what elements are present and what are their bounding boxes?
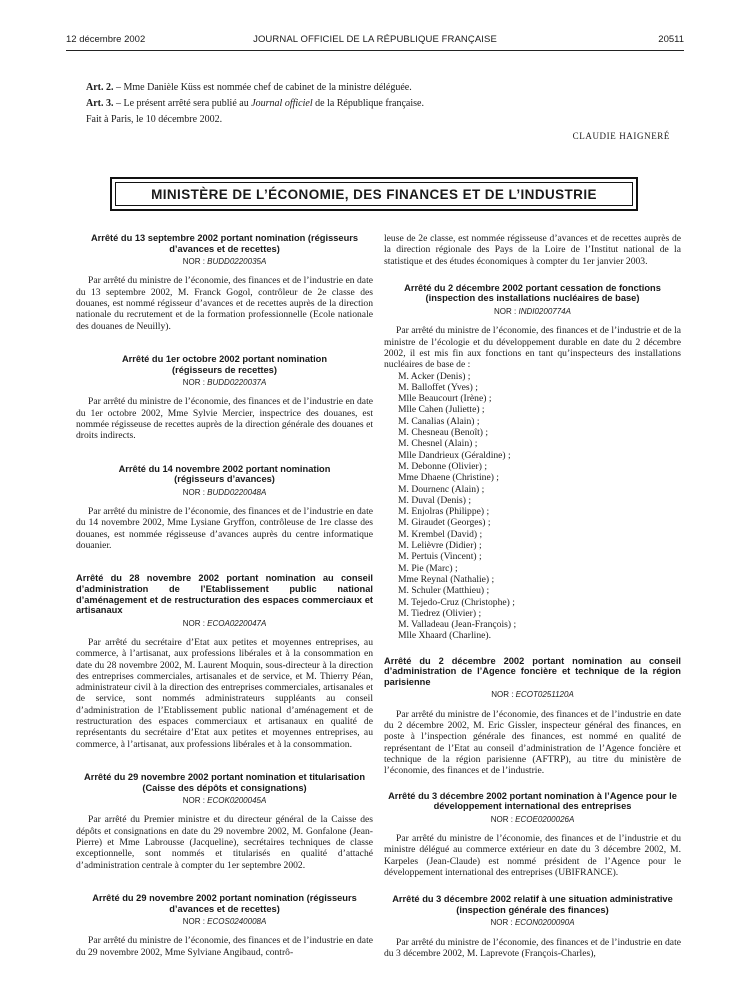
list-item: M. Tiedrez (Olivier) ;: [398, 607, 482, 619]
list-item: Mlle Cahen (Juliette) ;: [398, 404, 485, 416]
list-item: M. Debonne (Olivier) ;: [398, 460, 487, 472]
nor-reference: NOR : ECOT0251120A: [491, 690, 574, 700]
list-item: Mme Dhaene (Christine) ;: [398, 472, 499, 484]
previous-decree-end: [86, 80, 684, 144]
decree-title: Arrêté du 28 novembre 2002 portant nomination au conseil d’administration de l’Etablissement public national d’aménagement et de restructuration des espaces commerciaux et artisanaux: [76, 573, 373, 616]
page-header: [66, 34, 684, 48]
decree-body: Par arrêté du ministre de l’économie, des finances et de l’industrie et du ministre délégué au commerce extérieur en date du 3 décembre 2002, M. Karpeles (Jean-Claude) est nommé président de l’Agence pour le développement international des entreprises (UBIFRANCE).: [384, 833, 681, 878]
nor-reference: NOR : INDI0200774A: [494, 307, 571, 317]
decree-title: Arrêté du 3 décembre 2002 portant nomination à l’Agence pour le développement international des entreprises: [388, 790, 677, 812]
decree-body: Par arrêté du ministre de l’économie, des finances et de l’industrie en date du 29 novembre 2002, Mme Sylviane Angibaud, contrô-: [76, 935, 373, 958]
list-item: M. Lelièvre (Didier) ;: [398, 540, 482, 552]
list-item: M. Pertuis (Vincent) ;: [398, 551, 482, 563]
ministry-name: MINISTÈRE DE L’ÉCONOMIE, DES FINANCES ET DE L’INDUSTRIE: [151, 186, 597, 202]
list-item: Mme Reynal (Nathalie) ;: [398, 573, 495, 585]
list-item: M. Canalias (Alain) ;: [398, 415, 480, 427]
list-item: M. Schuler (Matthieu) ;: [398, 585, 490, 597]
decree-body: Par arrêté du ministre de l’économie, des finances et de l’industrie en date du 3 décembre 2002, M. Laprevote (François-Charles),: [384, 936, 681, 959]
decree-title: Arrêté du 2 décembre 2002 portant cessation de fonctions (inspection des installations nucléaires de base): [404, 282, 661, 304]
decree-body: Par arrêté du ministre de l’économie, des finances et de l’industrie en date du 2 décembre 2002, M. Eric Gissler, inspecteur général des finances, en poste à l’inspection générale des finances, est nommé en qualité de représentant de l’Etat au conseil d’administration de l’Agence foncière et technique de la région parisienne (AFTRP), au titre du ministère de l’économie, des finances et de l’industrie.: [384, 708, 681, 777]
nor-reference: NOR : ECOE0200026A: [490, 814, 575, 824]
decree-title: Arrêté du 29 novembre 2002 portant nomination (régisseurs d’avances et de recettes): [92, 892, 357, 914]
header-title: JOURNAL OFFICIEL DE LA RÉPUBLIQUE FRANÇAISE: [253, 34, 497, 45]
list-item: M. Enjolras (Philippe) ;: [398, 506, 490, 518]
decree-body: Par arrêté du ministre de l’économie, des finances et de l’industrie en date du 14 novembre 2002, Mme Lysiane Gryffon, contrôleuse de 1re classe des douanes, est nommée régisseuse d’avances auprès du centre informatique douanier.: [76, 506, 373, 552]
nor-reference: NOR : ECOA0220047A: [182, 618, 267, 628]
article-2: Art. 2. – Mme Danièle Küss est nommée chef de cabinet de la ministre déléguée.: [86, 82, 412, 93]
decree-body: Par arrêté du ministre de l’économie, des finances et de l’industrie en date du 1er octobre 2002, Mme Sylvie Mercier, inspectrice des douanes, est nommée régisseuse de recettes auprès de la direction générale des douanes et droits indirects.: [76, 396, 373, 442]
list-item: Mlle Beaucourt (Irène) ;: [398, 393, 492, 405]
nor-reference: NOR : BUDD0220048A: [182, 487, 267, 497]
nor-reference: NOR : ECON0200090A: [490, 918, 575, 928]
nor-reference: NOR : BUDD0220035A: [182, 257, 267, 267]
decree-body: Par arrêté du ministre de l’économie, des finances et de l’industrie et de la ministre de l’écologie et du développement durable en date du 2 décembre 2002, il est mis fin aux fonctions en tant qu’inspecteurs des installations nucléaires de base de :: [384, 325, 681, 371]
list-item: M. Acker (Denis) ;: [398, 370, 471, 382]
ministry-banner: [110, 177, 638, 211]
nor-reference: NOR : ECOK0200045A: [182, 796, 267, 806]
list-item: M. Balloffet (Yves) ;: [398, 381, 478, 393]
inspector-list: [384, 371, 681, 642]
nor-reference: NOR : ECOS0240008A: [182, 917, 267, 927]
header-rule: [66, 50, 684, 51]
list-item: M. Giraudet (Georges) ;: [398, 517, 491, 529]
decree-body: Par arrêté du secrétaire d’Etat aux petites et moyennes entreprises, au commerce, à l’artisanat, aux professions libérales et à la consommation en date du 28 novembre 2002, M. Laurent Moquin, sous-directeur à la direction des entreprises commerciales, artisanales et de service, et M. Thierry Péan, administrateur civil à la direction des entreprises commerciales, artisanales et de service, sont nommés administrateurs suppléants au conseil d’administration de l’Etablissement public national d’aménagement et de restructuration des espaces commerciaux et artisanaux en qualité de représentants du secrétaire d’Etat aux petites et moyennes entreprises, au commerce, à l’artisanat, aux professions libérales et à la consommation.: [76, 636, 373, 750]
decree-title: Arrêté du 3 décembre 2002 relatif à une situation administrative (inspection générale des finances): [392, 894, 673, 915]
list-item: Mlle Xhaard (Charline).: [398, 630, 491, 642]
list-item: M. Valladeau (Jean-François) ;: [398, 619, 517, 631]
list-item: M. Dournenc (Alain) ;: [398, 483, 485, 495]
decree-title: Arrêté du 13 septembre 2002 portant nomination (régisseurs d’avances et de recettes): [90, 233, 359, 254]
list-item: Mlle Dandrieux (Géraldine) ;: [398, 449, 511, 461]
fait-a-paris: Fait à Paris, le 10 décembre 2002.: [86, 114, 223, 125]
list-item: M. Tejedo-Cruz (Christophe) ;: [398, 596, 515, 608]
decree-title: Arrêté du 29 novembre 2002 portant nomination et titularisation (Caisse des dépôts et consignations): [83, 771, 366, 793]
signature: CLAUDIE HAIGNERÉ: [572, 131, 670, 141]
article-3: Art. 3. – Le présent arrêté sera publié au Journal officiel de la République française.: [86, 98, 424, 109]
list-item: M. Duval (Denis) ;: [398, 494, 472, 506]
header-date: 12 décembre 2002: [66, 34, 146, 45]
decree-title: Arrêté du 14 novembre 2002 portant nomination (régisseurs d’avances): [118, 463, 331, 485]
left-column: [76, 233, 373, 958]
right-column: [384, 233, 681, 959]
list-item: M. Chesneau (Benoît) ;: [398, 427, 489, 439]
list-item: M. Chesnel (Alain) ;: [398, 438, 478, 450]
list-item: M. Pie (Marc) ;: [398, 562, 458, 574]
page-number: 20511: [658, 34, 684, 45]
list-item: M. Krembel (David) ;: [398, 528, 483, 540]
nor-reference: NOR : BUDD0220037A: [182, 378, 267, 388]
decree-body-continued: leuse de 2e classe, est nommée régisseuse d’avances et de recettes auprès de la direction régionale des Pays de la Loire de l’Institut national de la statistique et des études économiques à compter du 1er janvier 2003.: [384, 233, 681, 267]
decree-body: Par arrêté du Premier ministre et du directeur général de la Caisse des dépôts et consignations en date du 29 novembre 2002, M. Gonfalone (Jean-Pierre) et Mme Labrousse (Jacqueline), secrétaires techniques de classe exceptionnelle, sont nommés et titularisés en qualité d’attaché d’administration centrale à compter du 1er septembre 2002.: [76, 814, 373, 871]
decree-title: Arrêté du 1er octobre 2002 portant nomination (régisseurs de recettes): [121, 353, 328, 375]
decree-title: Arrêté du 2 décembre 2002 portant nomination au conseil d’administration de l’Agence foncière et technique de la région parisienne: [384, 655, 681, 687]
decree-body: Par arrêté du ministre de l’économie, des finances et de l’industrie en date du 13 septembre 2002, M. Franck Gogol, contrôleur de 2e classe des douanes, est nommé régisseur d’avances et de recettes auprès de la direction nationale du recrutement et de la formation professionnelle (Ecole nationale des douanes de Neuilly).: [76, 275, 373, 332]
